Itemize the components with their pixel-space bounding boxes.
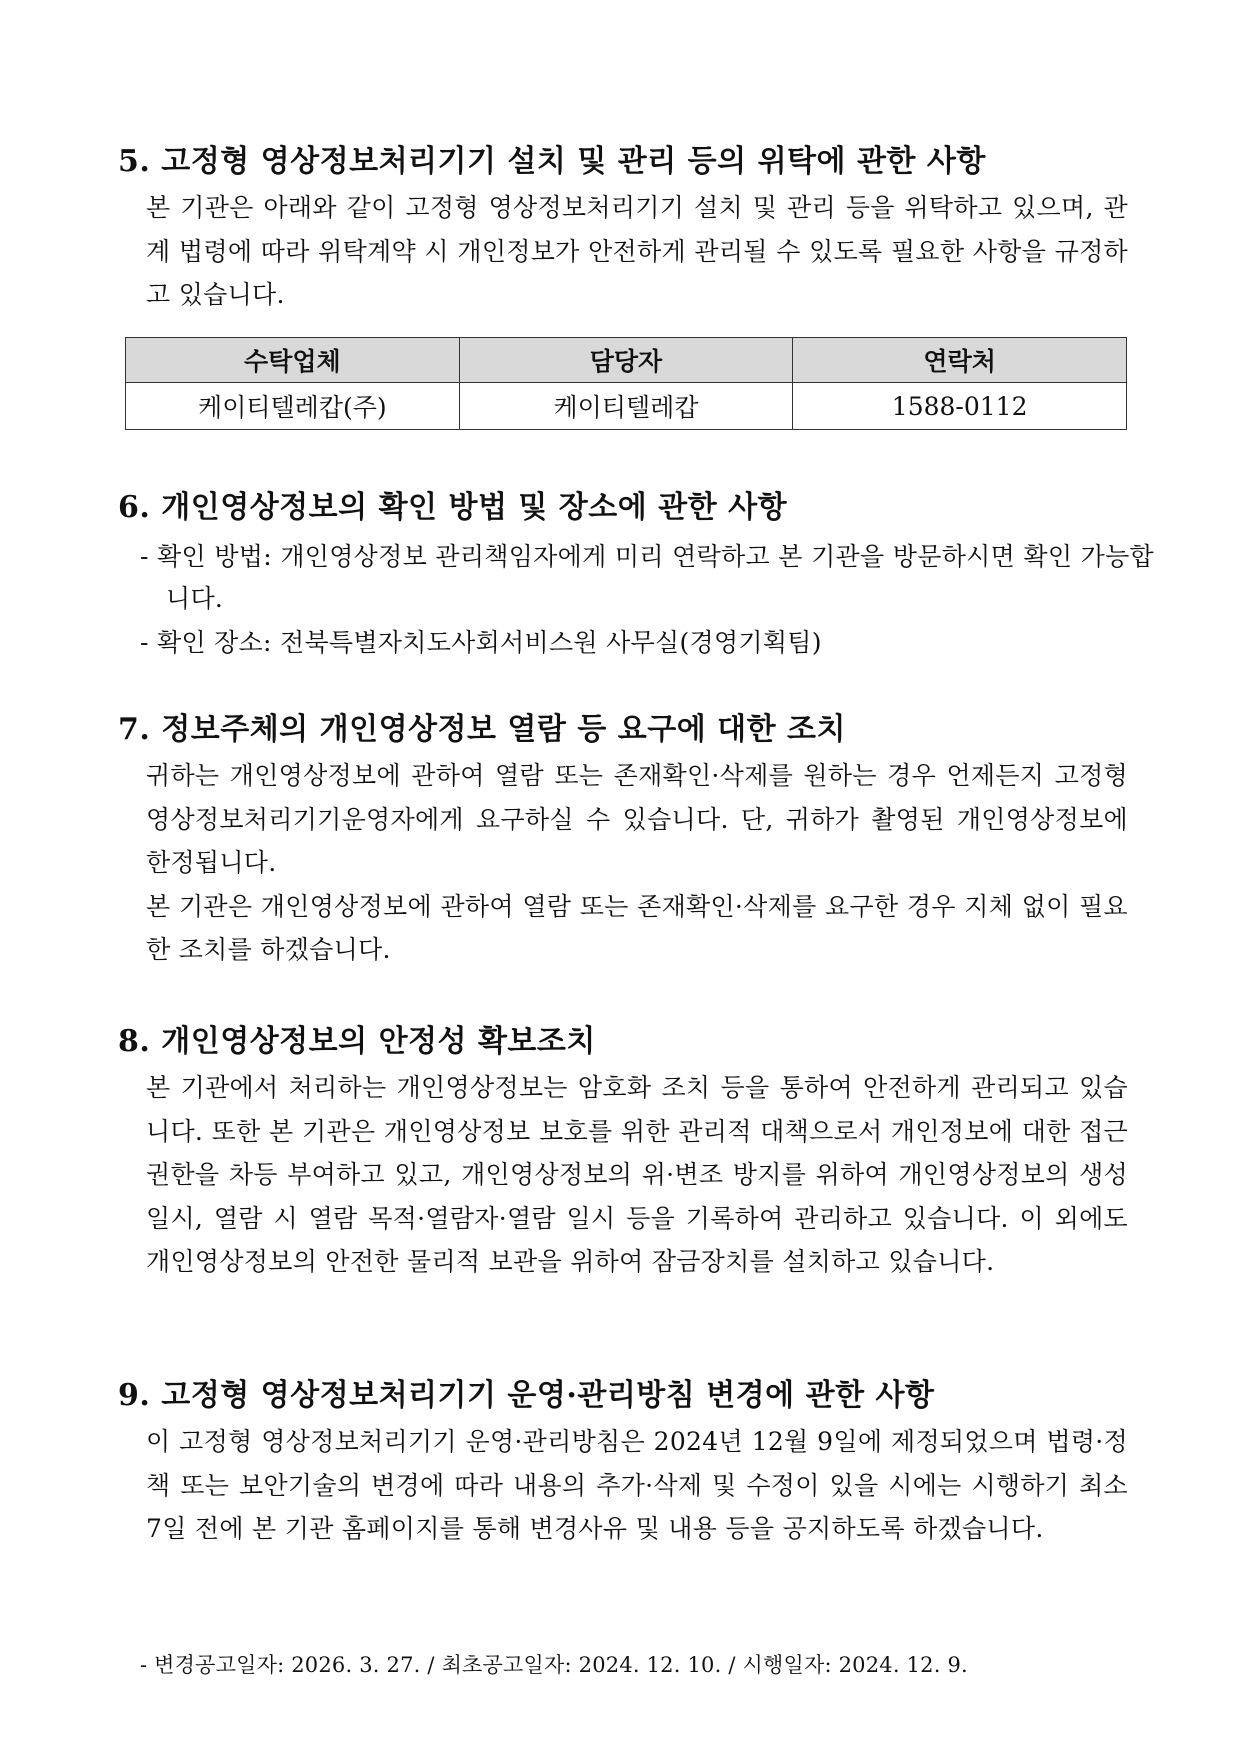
section-5-body: 본 기관은 아래와 같이 고정형 영상정보처리기기 설치 및 관리 등을 위탁하고 있으며, 관계 법령에 따라 위탁계약 시 개인정보가 안전하게 관리될 수 있도록 필요한 사항을 규정하고 있습니다. [146,193,1128,309]
table-cell-contractor: 케이티텔레캅(주) [126,383,460,430]
table-header-contractor: 수탁업체 [126,338,460,383]
section-6 [118,488,1154,664]
section-7-title: 7. 정보주체의 개인영상정보 열람 등 요구에 대한 조치 [118,712,847,747]
table-header-contact: 연락처 [793,338,1127,383]
section-6-item: - 확인 장소: 전북특별자치도사회서비스원 사무실(경영기획팀) [140,628,822,657]
section-9-title: 9. 고정형 영상정보처리기기 운영·관리방침 변경에 관한 사항 [118,1378,935,1413]
table-header-manager: 담당자 [459,338,793,383]
section-8-body: 본 기관에서 처리하는 개인영상정보는 암호화 조치 등을 통하여 안전하게 관리되고 있습니다. 또한 본 기관은 개인영상정보 보호를 위한 관리적 대책으로서 개인정보에 대한 접근 권한을 차등 부여하고 있고, 개인영상정보의 위·변조 방지를 위하여 개인영상정보의 생성 일시, 열람 시 열람 목적·열람자·열람 일시 등을 기록하여 관리하고 있습니다. 이 외에도 개인영상정보의 안전한 물리적 보관을 위하여 잠금장치를 설치하고 있습니다. [146,1073,1128,1276]
section-5-title: 5. 고정형 영상정보처리기기 설치 및 관리 등의 위탁에 관한 사항 [118,144,986,179]
contractor-table [125,337,1127,430]
section-6-title: 6. 개인영상정보의 확인 방법 및 장소에 관한 사항 [118,490,788,525]
section-6-item: - 확인 방법: 개인영상정보 관리책임자에게 미리 연락하고 본 기관을 방문하시면 확인 가능합니다. [140,542,1154,613]
table-cell-manager: 케이티텔레캅 [459,383,793,430]
section-9 [118,1376,1128,1551]
section-8 [118,1022,1128,1284]
section-7 [118,710,1128,972]
section-8-title: 8. 개인영상정보의 안정성 확보조치 [118,1024,596,1059]
table-row [126,383,1127,430]
table-header-row [126,338,1127,383]
table-cell-contact: 1588-0112 [793,383,1127,430]
announcement-dates: - 변경공고일자: 2026. 3. 27. / 최초공고일자: 2024. 12. 10. / 시행일자: 2024. 12. 9. [140,1653,968,1677]
section-7-paragraph: 귀하는 개인영상정보에 관하여 열람 또는 존재확인·삭제를 원하는 경우 언제든지 고정형영상정보처리기기운영자에게 요구하실 수 있습니다. 단, 귀하가 촬영된 개인영상정보에 한정됩니다. [146,761,1128,877]
section-7-paragraph: 본 기관은 개인영상정보에 관하여 열람 또는 존재확인·삭제를 요구한 경우 지체 없이 필요한 조치를 하겠습니다. [146,891,1128,964]
section-5 [118,142,1128,317]
section-9-body: 이 고정형 영상정보처리기기 운영·관리방침은 2024년 12월 9일에 제정되었으며 법령·정책 또는 보안기술의 변경에 따라 내용의 추가·삭제 및 수정이 있을 시에는 시행하기 최소 7일 전에 본 기관 홈페이지를 통해 변경사유 및 내용 등을 공지하도록 하겠습니다. [146,1427,1128,1543]
